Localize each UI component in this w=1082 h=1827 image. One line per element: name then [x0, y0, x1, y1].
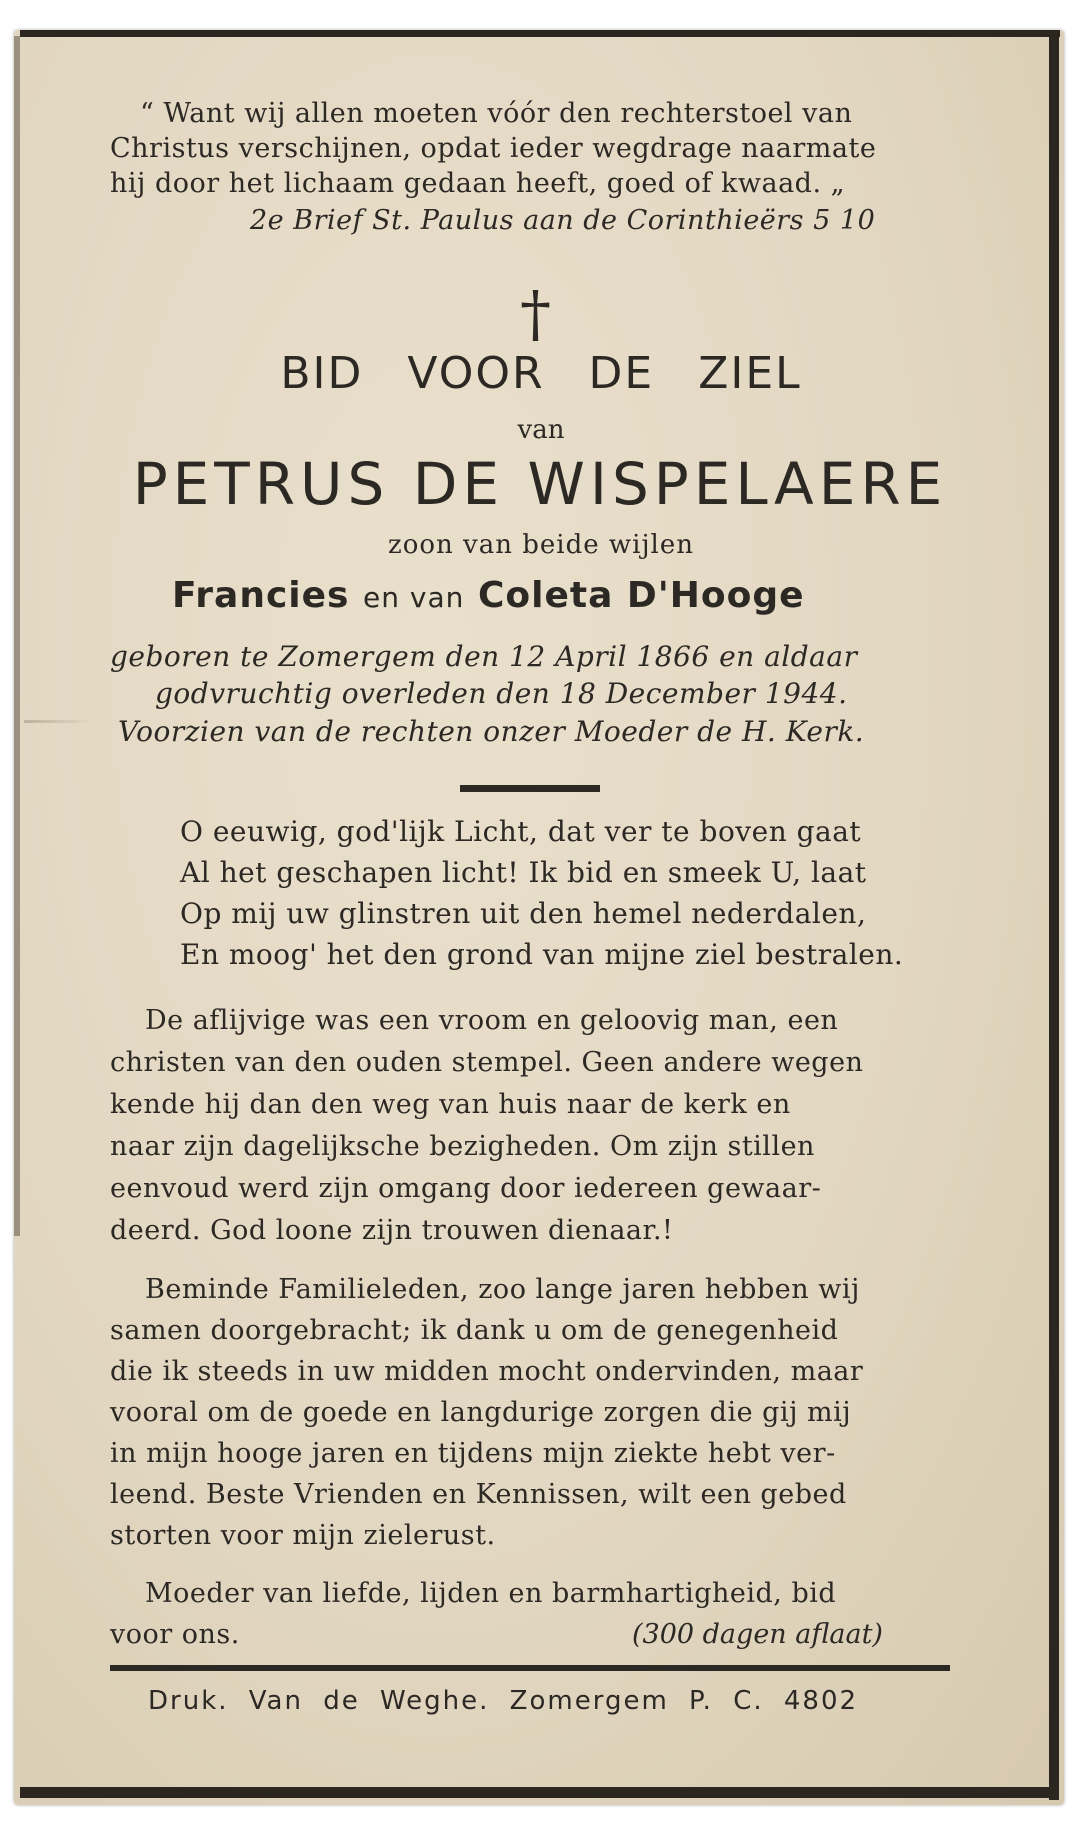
divider-short: [460, 785, 600, 792]
printer-imprint: Druk. Van de Weghe. Zomergem P. C. 4802: [148, 1686, 859, 1716]
poem-line-4: En moog' het den grond van mijne ziel bestralen.: [180, 938, 904, 971]
poem-line-1: O eeuwig, god'lijk Licht, dat ver te boven gaat: [180, 815, 862, 848]
father-name: Francies: [172, 575, 350, 616]
paragraph1-line-3: kende hij dan den weg van huis naar de kerk en: [110, 1089, 791, 1120]
epigraph-line-3: hij door het lichaam gedaan heeft, goed of kwaad. „: [110, 168, 846, 199]
paragraph2-line-7: storten voor mijn zielerust.: [110, 1520, 496, 1551]
epigraph-source: 2e Brief St. Paulus aan de Corinthieërs 5 10: [250, 205, 876, 236]
card-border-top: [20, 30, 1060, 37]
deceased-name: PETRUS DE WISPELAERE: [132, 450, 948, 518]
prayer-line-1: Moeder van liefde, lijden en barmhartigheid, bid: [145, 1578, 837, 1609]
paragraph2-line-5: in mijn hooge jaren en tijdens mijn ziekte hebt ver-: [110, 1438, 836, 1469]
poem-line-2: Al het geschapen licht! Ik bid en smeek U, laat: [180, 856, 867, 889]
paragraph1-line-5: eenvoud werd zijn omgang door iedereen gewaar-: [110, 1173, 822, 1204]
dates-line-1: geboren te Zomergem den 12 April 1866 en aldaar: [110, 640, 858, 673]
paragraph1-line-6: deerd. God loone zijn trouwen dienaar.!: [110, 1215, 674, 1246]
dates-line-2: godvruchtig overleden den 18 December 1944.: [155, 677, 848, 710]
parents-line: [172, 575, 805, 616]
van-label: van: [517, 415, 565, 445]
parents-connector: en van: [363, 581, 465, 614]
divider-long: [110, 1665, 950, 1671]
epigraph-line-2: Christus verschijnen, opdat ieder wegdrage naarmate: [110, 133, 877, 164]
paragraph2-line-4: vooral om de goede en langdurige zorgen die gij mij: [110, 1397, 852, 1428]
paragraph2-line-2: samen doorgebracht; ik dank u om de genegenheid: [110, 1315, 839, 1346]
paragraph1-line-1: De aflijvige was een vroom en geloovig man, een: [145, 1005, 839, 1036]
mother-name: Coleta D'Hooge: [477, 575, 805, 616]
dates-line-3: Voorzien van de rechten onzer Moeder de H. Kerk.: [118, 715, 865, 748]
indulgence-note: (300 dagen aflaat): [632, 1619, 883, 1650]
paper-crease: [24, 720, 94, 723]
card-border-right: [1049, 30, 1059, 1800]
prayer-line-2: voor ons.: [110, 1619, 240, 1650]
paragraph2-line-3: die ik steeds in uw midden mocht ondervinden, maar: [110, 1356, 864, 1387]
paragraph2-line-6: leend. Beste Vrienden en Kennissen, wilt een gebed: [110, 1479, 847, 1510]
heading: BID VOOR DE ZIEL: [280, 348, 802, 399]
paragraph1-line-4: naar zijn dagelijksche bezigheden. Om zijn stillen: [110, 1131, 815, 1162]
paragraph2-line-1: Beminde Familieleden, zoo lange jaren hebben wij: [145, 1274, 860, 1305]
card-border-bottom: [20, 1787, 1059, 1798]
epigraph-line-1: “ Want wij allen moeten vóór den rechterstoel van: [140, 98, 853, 129]
paragraph1-line-2: christen van den ouden stempel. Geen andere wegen: [110, 1047, 864, 1078]
poem-line-3: Op mij uw glinstren uit den hemel nederdalen,: [180, 897, 867, 930]
card-border-left: [14, 36, 20, 1236]
cross-icon: †: [520, 277, 551, 350]
son-of-label: zoon van beide wijlen: [388, 530, 694, 560]
